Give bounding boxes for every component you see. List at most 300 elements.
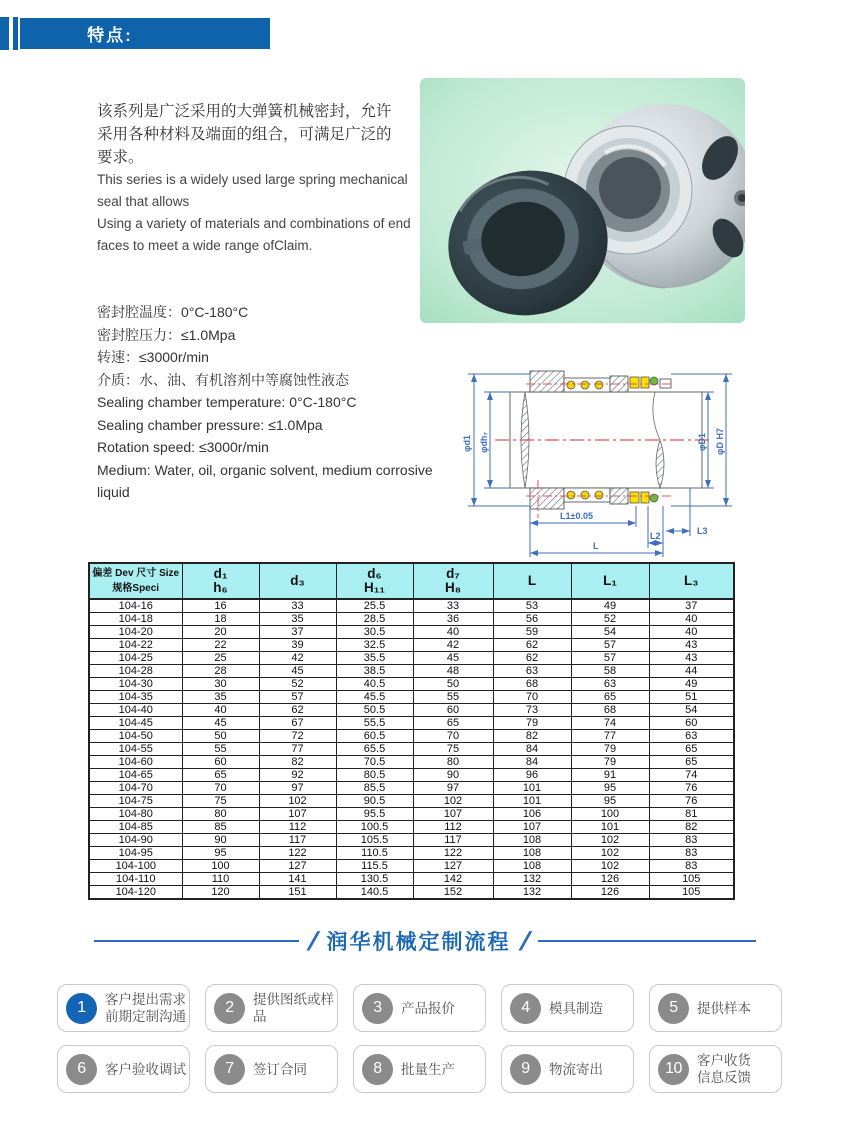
table-cell: 60 <box>182 756 259 769</box>
step-number-badge: 3 <box>362 993 393 1024</box>
flow-step <box>353 1045 486 1093</box>
table-cell: 104-18 <box>89 613 182 626</box>
step-number-badge: 8 <box>362 1054 393 1085</box>
table-cell: 65 <box>649 756 734 769</box>
table-row <box>89 886 734 900</box>
table-cell: 104-22 <box>89 639 182 652</box>
table-cell: 70 <box>493 691 571 704</box>
table-cell: 104-95 <box>89 847 182 860</box>
table-cell: 82 <box>259 756 336 769</box>
table-cell: 122 <box>413 847 493 860</box>
flow-title-section <box>0 920 850 962</box>
table-cell: 56 <box>493 613 571 626</box>
seal-assembly-top <box>526 371 671 392</box>
table-cell: 82 <box>493 730 571 743</box>
table-cell: 90 <box>182 834 259 847</box>
table-cell: 112 <box>413 821 493 834</box>
table-cell: 60 <box>413 704 493 717</box>
column-header-line: L₁ <box>603 573 617 588</box>
table-cell: 70 <box>413 730 493 743</box>
table-cell: 92 <box>259 769 336 782</box>
table-cell: 18 <box>182 613 259 626</box>
table-cell: 95 <box>182 847 259 860</box>
table-cell: 57 <box>259 691 336 704</box>
table-cell: 48 <box>413 665 493 678</box>
column-header <box>182 563 259 599</box>
table-cell: 43 <box>649 639 734 652</box>
step-label-line: 签订合同 <box>253 1061 307 1077</box>
table-cell: 96 <box>493 769 571 782</box>
table-cell: 104-28 <box>89 665 182 678</box>
table-cell: 58 <box>571 665 649 678</box>
flow-steps <box>57 984 782 1093</box>
step-label <box>401 1061 455 1078</box>
table-row <box>89 678 734 691</box>
technical-drawing <box>450 340 765 558</box>
table-cell: 70 <box>182 782 259 795</box>
table-row <box>89 613 734 626</box>
column-header-line: L <box>527 573 537 588</box>
table-cell: 54 <box>649 704 734 717</box>
corner-line-1: 偏差 Dev 尺寸 Size <box>92 568 180 579</box>
table-cell: 50 <box>413 678 493 691</box>
spec-line: Sealing chamber pressure: ≤1.0Mpa <box>97 416 323 433</box>
table-cell: 37 <box>259 626 336 639</box>
table-cell: 100 <box>182 860 259 873</box>
spec-line: 介质：水、油、有机溶剂中等腐蚀性液态 <box>97 371 349 388</box>
column-header <box>259 563 336 599</box>
corner-line-2: 规格Speci <box>112 583 160 594</box>
spec-line: 转速：≤3000r/min <box>97 349 209 365</box>
dim-label-phi-D1: φD1 <box>697 433 707 451</box>
table-cell: 117 <box>413 834 493 847</box>
header-stripe-thin <box>13 17 18 50</box>
step-number-badge: 4 <box>510 993 541 1024</box>
table-cell: 32.5 <box>336 639 413 652</box>
table-cell: 72 <box>259 730 336 743</box>
features-header <box>20 18 270 49</box>
table-cell: 50 <box>182 730 259 743</box>
step-label <box>401 1000 455 1017</box>
table-cell: 141 <box>259 873 336 886</box>
table-cell: 104-110 <box>89 873 182 886</box>
column-header-line: L₃ <box>684 573 699 588</box>
table-cell: 65.5 <box>336 743 413 756</box>
intro-text <box>97 100 427 257</box>
table-cell: 76 <box>649 795 734 808</box>
table-cell: 57 <box>571 652 649 665</box>
table-cell: 142 <box>413 873 493 886</box>
table-cell: 63 <box>649 730 734 743</box>
step-label-line: 提供样本 <box>697 1000 751 1016</box>
table-cell: 25.5 <box>336 599 413 613</box>
dim-label-phi-d1: φd1 <box>462 435 472 452</box>
table-cell: 79 <box>571 743 649 756</box>
table-cell: 126 <box>571 886 649 900</box>
table-cell: 104-75 <box>89 795 182 808</box>
table-cell: 112 <box>259 821 336 834</box>
spec-line: Medium: Water, oil, organic solvent, medium corrosive liquid <box>97 461 433 500</box>
table-cell: 62 <box>259 704 336 717</box>
table-cell: 104-20 <box>89 626 182 639</box>
table-cell: 43 <box>649 652 734 665</box>
table-cell: 40 <box>413 626 493 639</box>
dim-label-L2: L2 <box>650 531 661 541</box>
table-cell: 83 <box>649 860 734 873</box>
table-cell: 45 <box>413 652 493 665</box>
table-cell: 36 <box>413 613 493 626</box>
table-cell: 95 <box>571 795 649 808</box>
dim-label-L3: L3 <box>697 526 708 536</box>
table-cell: 62 <box>493 652 571 665</box>
table-cell: 102 <box>571 860 649 873</box>
slash-right: / <box>517 925 531 956</box>
table-cell: 45 <box>259 665 336 678</box>
table-row <box>89 626 734 639</box>
table-cell: 85.5 <box>336 782 413 795</box>
step-label <box>105 991 186 1025</box>
step-label <box>549 1000 603 1017</box>
table-cell: 52 <box>259 678 336 691</box>
dim-label-L: L <box>593 541 599 551</box>
table-cell: 130.5 <box>336 873 413 886</box>
table-row <box>89 834 734 847</box>
table-cell: 63 <box>571 678 649 691</box>
table-cell: 54 <box>571 626 649 639</box>
flow-step <box>649 1045 782 1093</box>
table-cell: 117 <box>259 834 336 847</box>
table-cell: 22 <box>182 639 259 652</box>
table-cell: 33 <box>413 599 493 613</box>
flow-step <box>57 984 190 1032</box>
table-cell: 59 <box>493 626 571 639</box>
table-cell: 132 <box>493 873 571 886</box>
table-row <box>89 743 734 756</box>
step-label-line: 客户提出需求 <box>105 992 186 1007</box>
table-cell: 38.5 <box>336 665 413 678</box>
table-cell: 50.5 <box>336 704 413 717</box>
table-cell: 45 <box>182 717 259 730</box>
table-cell: 101 <box>493 795 571 808</box>
flow-step <box>205 984 338 1032</box>
intro-line-zh: 该系列是广泛采用的大弹簧机械密封，允许 <box>97 103 392 120</box>
table-cell: 75 <box>182 795 259 808</box>
header-stripe-thick <box>0 17 9 50</box>
table-cell: 97 <box>413 782 493 795</box>
table-cell: 62 <box>493 639 571 652</box>
table-row <box>89 717 734 730</box>
step-label <box>549 1061 603 1078</box>
step-label <box>105 1061 186 1078</box>
step-label-line: 模具制造 <box>549 1000 603 1016</box>
table-cell: 42 <box>259 652 336 665</box>
table-cell: 57 <box>571 639 649 652</box>
step-label-line: 提供图纸或样 <box>253 992 334 1007</box>
intro-line-en: faces to meet a wide range ofClaim. <box>97 238 313 253</box>
table-cell: 104-100 <box>89 860 182 873</box>
product-photo <box>420 78 745 323</box>
table-cell: 55 <box>413 691 493 704</box>
intro-line-en: seal that allows <box>97 194 190 209</box>
table-cell: 70.5 <box>336 756 413 769</box>
table-cell: 16 <box>182 599 259 613</box>
table-cell: 49 <box>571 599 649 613</box>
table-cell: 132 <box>493 886 571 900</box>
table-cell: 79 <box>571 756 649 769</box>
table-row <box>89 756 734 769</box>
table-cell: 107 <box>493 821 571 834</box>
dim-label-L1: L1±0.05 <box>560 511 593 521</box>
table-cell: 80 <box>182 808 259 821</box>
table-cell: 104-16 <box>89 599 182 613</box>
table-row <box>89 821 734 834</box>
table-row <box>89 730 734 743</box>
table-cell: 83 <box>649 834 734 847</box>
table-cell: 79 <box>493 717 571 730</box>
step-label-line: 客户验收调试 <box>105 1061 186 1077</box>
table-cell: 104-55 <box>89 743 182 756</box>
table-cell: 104-80 <box>89 808 182 821</box>
table-cell: 65 <box>571 691 649 704</box>
spec-line: 密封腔压力：≤1.0Mpa <box>97 326 236 343</box>
flow-step <box>501 1045 634 1093</box>
table-row <box>89 599 734 613</box>
table-cell: 102 <box>571 847 649 860</box>
table-cell: 81 <box>649 808 734 821</box>
flow-step <box>501 984 634 1032</box>
table-cell: 60.5 <box>336 730 413 743</box>
table-cell: 102 <box>413 795 493 808</box>
step-number-badge: 10 <box>658 1054 689 1085</box>
table-cell: 25 <box>182 652 259 665</box>
step-number-badge: 1 <box>66 993 97 1024</box>
table-cell: 104-70 <box>89 782 182 795</box>
table-cell: 106 <box>493 808 571 821</box>
table-cell: 40 <box>649 626 734 639</box>
table-cell: 30 <box>182 678 259 691</box>
table-cell: 42 <box>413 639 493 652</box>
table-row <box>89 639 734 652</box>
column-header <box>336 563 413 599</box>
table-row <box>89 691 734 704</box>
table-cell: 84 <box>493 743 571 756</box>
step-number-badge: 7 <box>214 1054 245 1085</box>
step-label <box>253 1061 307 1078</box>
table-body <box>89 599 734 899</box>
step-label-line: 客户收货 <box>697 1053 751 1068</box>
table-cell: 108 <box>493 847 571 860</box>
table-cell: 74 <box>649 769 734 782</box>
step-number-badge: 6 <box>66 1054 97 1085</box>
table-cell: 74 <box>571 717 649 730</box>
title-rule-right <box>538 940 756 942</box>
flow-step <box>353 984 486 1032</box>
table-cell: 95 <box>571 782 649 795</box>
table-cell: 104-65 <box>89 769 182 782</box>
mechanical-seal-photo <box>420 78 745 323</box>
step-number-badge: 5 <box>658 993 689 1024</box>
dim-label-phi-dh7: φdh₇ <box>479 431 489 453</box>
table-cell: 63 <box>493 665 571 678</box>
table-cell: 104-25 <box>89 652 182 665</box>
intro-line-zh: 采用各种材料及端面的组合，可满足广泛的 <box>97 126 392 143</box>
table-cell: 104-45 <box>89 717 182 730</box>
table-cell: 104-35 <box>89 691 182 704</box>
table-cell: 102 <box>259 795 336 808</box>
table-cell: 152 <box>413 886 493 900</box>
table-row <box>89 873 734 886</box>
column-header <box>413 563 493 599</box>
table-cell: 108 <box>493 834 571 847</box>
table-cell: 55 <box>182 743 259 756</box>
step-label-line: 信息反馈 <box>697 1070 751 1085</box>
table-cell: 68 <box>571 704 649 717</box>
table-cell: 30.5 <box>336 626 413 639</box>
table-cell: 90 <box>413 769 493 782</box>
table-cell: 105 <box>649 886 734 900</box>
flow-title: 润华机械定制流程 <box>326 931 511 954</box>
table-cell: 100 <box>571 808 649 821</box>
table-cell: 85 <box>182 821 259 834</box>
table-cell: 55.5 <box>336 717 413 730</box>
table-cell: 40 <box>182 704 259 717</box>
title-rule-left <box>94 940 299 942</box>
table-cell: 40 <box>649 613 734 626</box>
table-cell: 53 <box>493 599 571 613</box>
table-cell: 110.5 <box>336 847 413 860</box>
table-cell: 77 <box>259 743 336 756</box>
table-cell: 44 <box>649 665 734 678</box>
table-cell: 104-90 <box>89 834 182 847</box>
table-cell: 140.5 <box>336 886 413 900</box>
table-cell: 104-30 <box>89 678 182 691</box>
table-header-row <box>89 563 734 599</box>
table-cell: 104-120 <box>89 886 182 900</box>
table-cell: 35.5 <box>336 652 413 665</box>
table-cell: 35 <box>259 613 336 626</box>
column-header-line: d₆ <box>367 566 382 581</box>
intro-line-zh: 要求。 <box>97 149 144 166</box>
table-cell: 33 <box>259 599 336 613</box>
table-cell: 101 <box>571 821 649 834</box>
table-cell: 83 <box>649 847 734 860</box>
step-label <box>697 1000 751 1017</box>
table-cell: 115.5 <box>336 860 413 873</box>
step-label-line: 物流寄出 <box>549 1061 603 1077</box>
table-row <box>89 652 734 665</box>
table-cell: 122 <box>259 847 336 860</box>
step-number-badge: 9 <box>510 1054 541 1085</box>
table-cell: 91 <box>571 769 649 782</box>
table-cell: 35 <box>182 691 259 704</box>
table-row <box>89 769 734 782</box>
intro-line-en: This series is a widely used large spring mechanical <box>97 172 408 187</box>
table-cell: 105 <box>649 873 734 886</box>
table-cell: 73 <box>493 704 571 717</box>
flow-step <box>205 1045 338 1093</box>
spec-line: Sealing chamber temperature: 0°C-180°C <box>97 394 357 410</box>
column-header-line: d₃ <box>290 573 305 588</box>
table-cell: 100.5 <box>336 821 413 834</box>
table-cell: 37 <box>649 599 734 613</box>
table-cell: 68 <box>493 678 571 691</box>
column-header-line: H₈ <box>444 580 462 595</box>
table-cell: 107 <box>259 808 336 821</box>
table-cell: 107 <box>413 808 493 821</box>
table-cell: 90.5 <box>336 795 413 808</box>
spec-line: Rotation speed: ≤3000r/min <box>97 439 269 455</box>
step-label-line: 前期定制沟通 <box>105 1009 186 1024</box>
table-cell: 120 <box>182 886 259 900</box>
table-cell: 28.5 <box>336 613 413 626</box>
table-cell: 126 <box>571 873 649 886</box>
flow-step <box>57 1045 190 1093</box>
table-row <box>89 860 734 873</box>
table-cell: 110 <box>182 873 259 886</box>
column-header <box>649 563 734 599</box>
table-row <box>89 795 734 808</box>
table-row <box>89 704 734 717</box>
table-cell: 20 <box>182 626 259 639</box>
specs-text <box>97 301 457 504</box>
table-cell: 102 <box>571 834 649 847</box>
table-cell: 82 <box>649 821 734 834</box>
table-cell: 76 <box>649 782 734 795</box>
table-cell: 65 <box>413 717 493 730</box>
table-row <box>89 782 734 795</box>
table-cell: 104-50 <box>89 730 182 743</box>
table-cell: 97 <box>259 782 336 795</box>
column-header-line: H₁₁ <box>364 580 385 595</box>
dim-label-phi-D-H7: φD H7 <box>715 428 725 455</box>
table-cell: 39 <box>259 639 336 652</box>
table-cell: 75 <box>413 743 493 756</box>
column-header <box>571 563 649 599</box>
table-cell: 104-40 <box>89 704 182 717</box>
table-cell: 127 <box>259 860 336 873</box>
table-cell: 51 <box>649 691 734 704</box>
table-cell: 80.5 <box>336 769 413 782</box>
table-cell: 105.5 <box>336 834 413 847</box>
features-title: 特点: <box>87 26 133 45</box>
table-row <box>89 847 734 860</box>
specs-list <box>97 301 457 504</box>
intro-en <box>97 169 427 257</box>
table-row <box>89 808 734 821</box>
table-cell: 127 <box>413 860 493 873</box>
seal-cross-section <box>450 340 765 558</box>
spec-line: 密封腔温度：0°C-180°C <box>97 304 249 320</box>
intro-zh <box>97 100 427 169</box>
size-table <box>88 562 735 900</box>
step-label <box>253 991 334 1025</box>
flow-step <box>649 984 782 1032</box>
table-cell: 65 <box>182 769 259 782</box>
table-cell: 77 <box>571 730 649 743</box>
intro-line-en: Using a variety of materials and combinations of end <box>97 216 411 231</box>
step-label-line: 产品报价 <box>401 1000 455 1016</box>
table-cell: 65 <box>649 743 734 756</box>
column-header-line: d₁ <box>213 566 228 581</box>
table-cell: 151 <box>259 886 336 900</box>
slash-left: / <box>306 925 320 956</box>
table-cell: 49 <box>649 678 734 691</box>
column-header-line: d₇ <box>446 566 460 581</box>
column-header-line: h₆ <box>213 580 228 595</box>
table-cell: 60 <box>649 717 734 730</box>
table-corner-header <box>89 563 182 599</box>
table-cell: 101 <box>493 782 571 795</box>
